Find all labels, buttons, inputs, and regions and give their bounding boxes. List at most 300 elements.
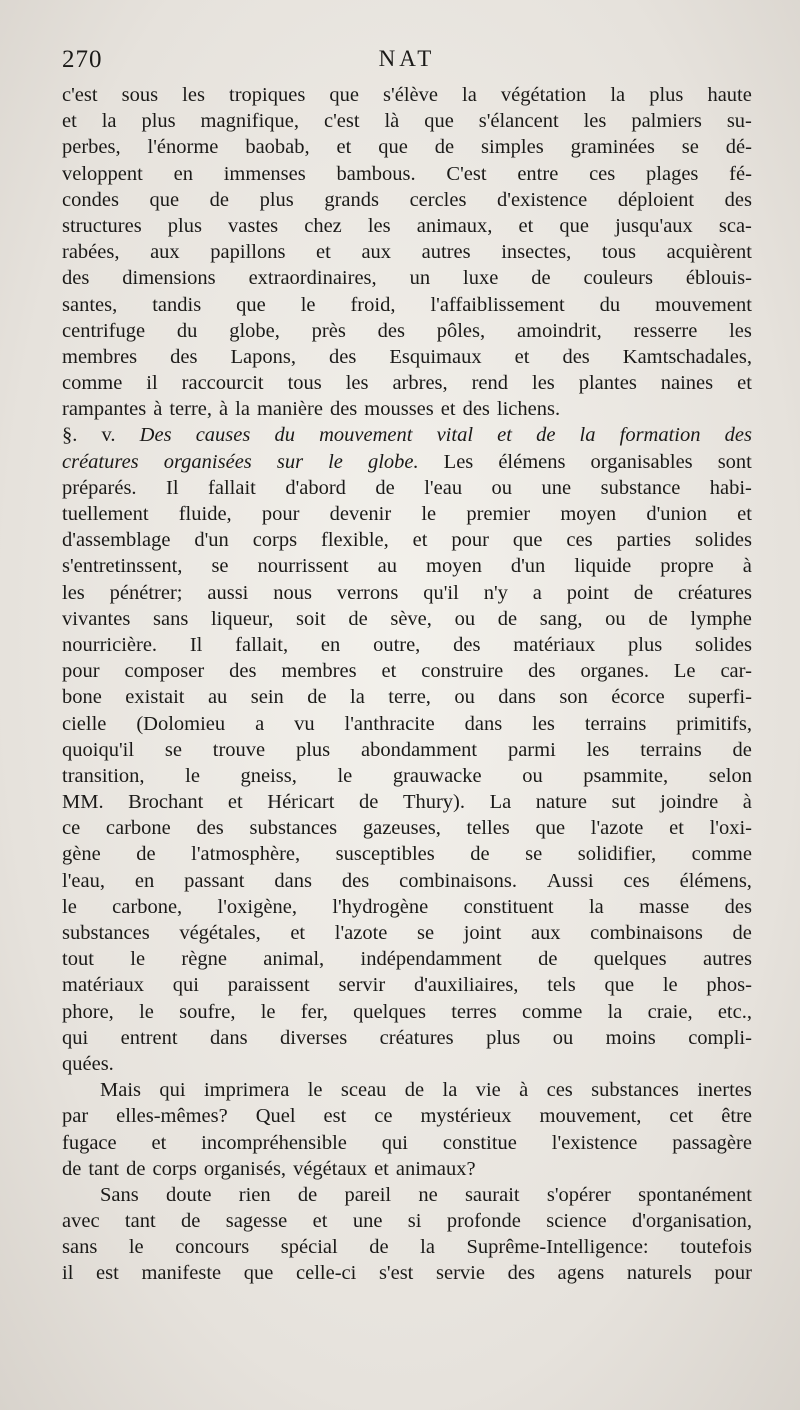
text-line [62, 1051, 752, 1077]
word: se [417, 922, 435, 944]
word: dans [210, 1026, 248, 1049]
word: composer [124, 660, 205, 683]
word: dans [498, 686, 536, 709]
word: su- [726, 110, 752, 133]
text-line [62, 1077, 752, 1103]
word: jusqu'aux [615, 214, 693, 237]
word: que [535, 817, 566, 840]
text-line [62, 449, 752, 475]
word: simples [481, 136, 544, 159]
word: élémens, [679, 869, 752, 892]
page-header [62, 46, 752, 86]
word: Esquimaux [389, 345, 482, 368]
word: de [732, 738, 752, 761]
page-number: 270 [62, 46, 103, 73]
word: cet [669, 1105, 694, 1128]
text-line [62, 946, 752, 972]
word: la [442, 1079, 458, 1102]
text-line [62, 580, 752, 606]
word: d'abord [285, 476, 346, 499]
word: et [497, 424, 512, 447]
word: l'eau, [62, 869, 105, 892]
word: pour [714, 1262, 752, 1285]
word: mouvement, [539, 1105, 642, 1128]
word: d'un [510, 555, 546, 578]
word: le [421, 503, 437, 525]
word: matériaux [513, 633, 596, 656]
word: c'est [323, 110, 360, 133]
word: vivantes [62, 607, 131, 630]
word: animaux? [395, 1157, 476, 1180]
word: propre [660, 555, 714, 578]
word: règne [181, 948, 227, 971]
text-line [62, 1234, 752, 1260]
word: à [519, 1079, 529, 1102]
word: condes [62, 188, 119, 211]
word: sut [611, 791, 636, 814]
word: tous [287, 372, 322, 395]
word: dé- [725, 136, 752, 159]
word: moyen [426, 555, 482, 578]
text-line [62, 396, 752, 422]
word: préparés. [62, 476, 137, 499]
word: servir [338, 974, 386, 997]
word: et [374, 1157, 389, 1180]
word: gazeuses, [362, 817, 441, 840]
word: des [341, 869, 370, 892]
word: sans [62, 1236, 98, 1259]
word: Mais [100, 1079, 141, 1102]
word: chez [304, 214, 342, 237]
word: de [375, 476, 395, 499]
word: superfi- [688, 686, 752, 709]
word: existait [125, 686, 185, 709]
word: n'y [483, 581, 508, 604]
word: psammite, [583, 764, 669, 787]
word: v. [101, 424, 116, 447]
word: et [514, 345, 530, 368]
word: palmiers [631, 110, 702, 133]
text-line [62, 711, 752, 737]
word: trouve [212, 738, 266, 761]
word: et [336, 136, 352, 159]
word: quées. [62, 1052, 114, 1075]
word: l'oxigène, [217, 895, 297, 918]
text-line [62, 737, 752, 763]
word: se [681, 136, 699, 159]
word: centrifuge [62, 319, 146, 342]
word: les [62, 581, 85, 604]
word: près [311, 319, 346, 342]
word: liquide [574, 555, 632, 578]
word: dimensions [122, 267, 216, 290]
text-line [62, 763, 752, 789]
word: ces [546, 1079, 573, 1102]
word: quelques [353, 1000, 426, 1023]
word: sève, [390, 607, 432, 630]
word: solides [694, 633, 752, 656]
word: que [243, 1262, 274, 1285]
word: phore, [62, 1000, 114, 1023]
word: et [290, 922, 306, 944]
word: soit [296, 607, 326, 630]
word: de [369, 1236, 389, 1259]
word: la [101, 110, 117, 133]
word: d'un [194, 529, 229, 552]
word: les [729, 319, 752, 342]
text-line [62, 606, 752, 632]
word: les [532, 712, 555, 735]
word: des [329, 345, 357, 368]
word: les [586, 738, 610, 761]
word: l'existence [551, 1131, 638, 1154]
word: le [662, 974, 678, 997]
word: moins [605, 1026, 656, 1049]
word: et [518, 214, 534, 237]
word: végétation [500, 84, 587, 106]
text-line [62, 318, 752, 344]
word: de [297, 1183, 318, 1206]
word: l'eau [424, 476, 463, 499]
word: entre [517, 162, 559, 185]
word: solidifier, [577, 843, 657, 866]
word: baobab, [245, 136, 310, 159]
word: plus [167, 214, 202, 237]
word: organisés, [203, 1157, 287, 1180]
word: d'assemblage [62, 529, 171, 552]
word: sceau [340, 1079, 387, 1102]
word: manifeste [141, 1262, 222, 1285]
word: des [229, 660, 257, 683]
word: des [528, 660, 556, 683]
word: des [562, 345, 590, 368]
word: membres [62, 345, 138, 368]
word: veloppent [62, 162, 143, 185]
text-line [62, 370, 752, 396]
word: plus [649, 84, 684, 106]
word: susceptibles [335, 843, 435, 866]
word: du [274, 424, 295, 447]
word: couleurs [583, 267, 653, 290]
word: la [579, 424, 596, 447]
word: que [604, 974, 635, 997]
word: une [352, 1210, 383, 1233]
word: terres [451, 1000, 497, 1023]
word: de [732, 922, 752, 944]
word: de [470, 843, 490, 866]
word: la [607, 1000, 623, 1023]
word: des [507, 1262, 535, 1285]
word: insectes, [501, 241, 572, 264]
word: Il [189, 633, 203, 656]
word: se [164, 738, 182, 761]
word: le [128, 1236, 144, 1259]
word: habi- [709, 476, 752, 499]
word: de [307, 686, 327, 709]
word: structures [62, 214, 142, 237]
word: passant [184, 869, 245, 892]
word: science [546, 1210, 607, 1233]
word: a [255, 712, 265, 735]
word: de [497, 607, 518, 630]
word: qui [381, 1131, 408, 1154]
word: sur [276, 450, 304, 473]
word: éblouis- [685, 267, 752, 290]
text-line [62, 82, 752, 108]
word: ou [605, 607, 626, 630]
word: carbone, [112, 895, 183, 918]
word: (Dolomieu [136, 712, 226, 735]
word: des [453, 633, 481, 656]
word: gène [62, 843, 101, 866]
word: animal, [263, 948, 325, 971]
word: vastes [228, 214, 279, 237]
word: les [532, 372, 555, 395]
word: pareil [344, 1183, 392, 1206]
word: l'azote [590, 817, 644, 840]
text-line [62, 239, 752, 265]
word: que [329, 84, 359, 106]
word: construire [421, 660, 504, 683]
word: du [599, 293, 621, 316]
word: magnifique, [200, 110, 300, 133]
word: ce [374, 1105, 393, 1128]
text-line [62, 815, 752, 841]
word: elles-mêmes? [116, 1105, 228, 1128]
text-line [62, 213, 752, 239]
word: carbone [105, 817, 171, 840]
word: constituent [463, 895, 554, 918]
word: verrons [336, 581, 399, 604]
word: et [62, 110, 77, 133]
word: froid, [350, 293, 396, 316]
word: car- [720, 660, 752, 683]
word: des [462, 398, 490, 421]
word: inertes [697, 1079, 752, 1102]
word: comme [62, 372, 123, 395]
word: fallait, [235, 633, 289, 656]
word: transition, [62, 764, 145, 787]
word: et [737, 503, 752, 525]
word: quelques [593, 948, 667, 971]
word: phos- [706, 974, 752, 997]
text-line [62, 841, 752, 867]
text-line [62, 632, 752, 658]
word: spontanément [638, 1183, 752, 1206]
word: terre, [388, 686, 431, 709]
word: mouvement [655, 293, 752, 316]
word: la [420, 1236, 435, 1259]
word: de [62, 1157, 82, 1180]
word: plus [141, 110, 176, 133]
word: quoiqu'il [62, 738, 135, 761]
word: point [566, 581, 609, 604]
word: s'élancent [478, 110, 559, 133]
word: mousses [364, 398, 434, 421]
word: Aussi [546, 869, 594, 892]
word: l'oxi- [709, 817, 752, 840]
word: Sans [100, 1183, 139, 1206]
word: d'existence [497, 188, 588, 211]
word: que [378, 136, 408, 159]
text-line [62, 108, 752, 134]
word: son [559, 686, 588, 709]
word: le [337, 764, 353, 787]
word: ou [454, 686, 475, 709]
word: l'affaiblissement [430, 293, 565, 316]
word: le [62, 895, 77, 918]
word: Thury). [402, 791, 466, 814]
word: Kamtschadales, [622, 345, 752, 368]
word: qui [62, 1026, 89, 1049]
word: Quel [255, 1105, 296, 1128]
word: en [173, 162, 193, 185]
word: avec [62, 1210, 100, 1233]
word: celle-ci [296, 1262, 357, 1285]
word: perbes, [62, 136, 121, 159]
word: plantes [578, 372, 637, 395]
text-line [62, 344, 752, 370]
word: l'anthracite [344, 712, 435, 735]
word: organisées [163, 450, 252, 473]
word: joint [463, 922, 502, 944]
word: d'auxiliaires, [413, 974, 519, 997]
text-line [62, 527, 752, 553]
word: fluide, [178, 503, 232, 525]
text-line [62, 134, 752, 160]
word: en [320, 633, 341, 656]
word: immenses [223, 162, 306, 185]
word: l'azote [334, 922, 388, 944]
text-line [62, 1260, 752, 1286]
word: est [96, 1262, 119, 1285]
word: compli- [688, 1026, 752, 1049]
word: globe. [367, 450, 419, 473]
word: à [219, 398, 229, 421]
text-line [62, 501, 752, 527]
word: le [328, 450, 343, 473]
word: sans [153, 607, 189, 630]
word: créatures [62, 450, 139, 473]
word: dans [464, 712, 503, 735]
word: le [300, 293, 316, 316]
word: la [350, 686, 365, 709]
word: liqueur, [210, 607, 274, 630]
word: et [412, 529, 428, 552]
word: tout [62, 948, 94, 971]
word: de [209, 188, 230, 211]
word: nourricière. [62, 633, 158, 656]
word: moyen [560, 503, 617, 525]
word: papillons [210, 241, 286, 264]
word: être [721, 1105, 752, 1128]
word: selon [708, 764, 752, 787]
word: pôles, [436, 319, 486, 342]
word: plages [646, 162, 699, 185]
word: bone [62, 686, 102, 709]
word: plus [295, 738, 331, 761]
word: joindre [660, 791, 719, 814]
text-line [62, 1182, 752, 1208]
word: de [538, 948, 558, 971]
word: qu'il [423, 581, 459, 604]
word: élémens [498, 450, 566, 473]
word: acquièrent [666, 241, 752, 264]
word: abondamment [360, 738, 478, 761]
word: tels [547, 974, 576, 997]
word: les [182, 84, 205, 106]
word: luxe [463, 267, 499, 290]
word: comme [691, 843, 752, 866]
word: des [329, 398, 358, 421]
word: nous [273, 581, 312, 604]
word: rampantes [62, 398, 147, 421]
word: naturels [626, 1262, 692, 1285]
running-head: NAT [378, 46, 436, 71]
text-line [62, 1130, 752, 1156]
word: fé- [729, 162, 752, 185]
word: amoindrit, [516, 319, 602, 342]
word: le [139, 1000, 154, 1023]
word: au [207, 686, 228, 709]
word: raccourcit [181, 372, 264, 395]
word: C'est [446, 162, 487, 185]
word: des [724, 188, 752, 211]
word: rien [238, 1183, 271, 1206]
word: fugace [62, 1131, 117, 1154]
word: doute [165, 1183, 212, 1206]
word: Les [443, 450, 474, 473]
word: tandis [152, 293, 202, 316]
word: parties [616, 529, 672, 552]
word: mouvement [319, 424, 413, 447]
word: et [440, 398, 456, 421]
word: végétales, [179, 922, 261, 944]
word: ou [454, 607, 476, 630]
word: devenir [329, 503, 392, 525]
word: l'énorme [147, 136, 219, 159]
word: ces [566, 529, 593, 552]
word: de [434, 136, 455, 159]
word: Lapons, [230, 345, 296, 368]
word: se [211, 555, 229, 578]
word: que [424, 110, 454, 133]
word: s'est [378, 1262, 414, 1285]
word: matériaux [62, 974, 144, 997]
word: membres [281, 660, 357, 683]
word: de [348, 607, 368, 630]
word: flexible, [321, 529, 389, 552]
word: sous [121, 84, 159, 106]
word: sein [250, 686, 284, 709]
word: le [130, 948, 146, 971]
word: et [312, 1210, 328, 1233]
word: lichens. [496, 398, 561, 421]
text-line [62, 1208, 752, 1234]
word: la [235, 398, 250, 421]
word: autres [421, 241, 471, 264]
word: rabées, [62, 241, 120, 264]
word: solides [695, 529, 752, 552]
word: pour [451, 529, 489, 552]
word: écorce [611, 686, 665, 709]
word: à [742, 555, 752, 578]
word: des [170, 345, 198, 368]
text-line [62, 475, 752, 501]
word: de [531, 267, 551, 290]
text-line [62, 187, 752, 213]
word: créatures [678, 581, 752, 604]
